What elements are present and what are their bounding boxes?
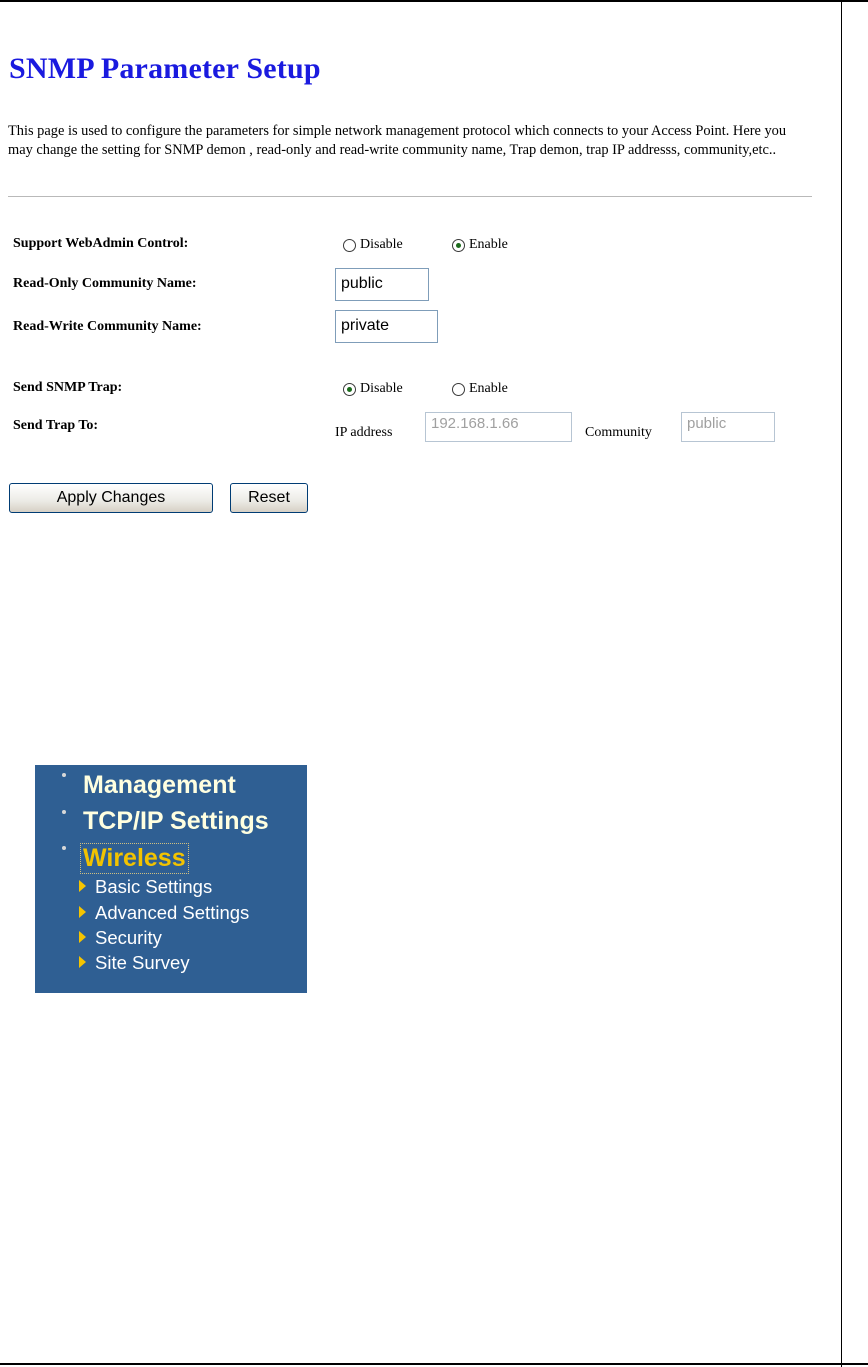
menu-item-wireless[interactable]: Wireless xyxy=(80,843,189,874)
trap-enable-label: Enable xyxy=(469,381,508,396)
bullet-icon xyxy=(62,846,66,850)
nav-menu xyxy=(35,765,307,993)
ro-community-input[interactable]: public xyxy=(335,268,429,301)
webadmin-disable-option[interactable] xyxy=(343,237,403,253)
rw-community-label: Read-Write Community Name: xyxy=(13,319,202,334)
submenu-advanced-settings[interactable]: Advanced Settings xyxy=(95,902,250,923)
trap-disable-label: Disable xyxy=(360,381,403,396)
ro-community-label: Read-Only Community Name: xyxy=(13,276,197,291)
webadmin-disable-label: Disable xyxy=(360,237,403,252)
snmp-trap-label: Send SNMP Trap: xyxy=(13,380,123,395)
community-label: Community xyxy=(585,425,652,440)
trap-disable-radio[interactable] xyxy=(343,383,356,396)
menu-item-management[interactable]: Management xyxy=(83,771,236,799)
right-border xyxy=(841,0,842,1367)
arrow-right-icon xyxy=(79,880,86,892)
arrow-right-icon xyxy=(79,906,86,918)
webadmin-enable-radio[interactable] xyxy=(452,239,465,252)
trap-community-input[interactable]: public xyxy=(681,412,775,442)
webadmin-enable-option[interactable] xyxy=(452,237,508,253)
webadmin-label: Support WebAdmin Control: xyxy=(13,236,189,251)
trap-enable-option[interactable] xyxy=(452,381,508,397)
submenu-basic-settings[interactable]: Basic Settings xyxy=(95,876,213,897)
ip-address-label: IP address xyxy=(335,425,393,440)
trap-disable-option[interactable] xyxy=(343,381,403,397)
webadmin-enable-label: Enable xyxy=(469,237,508,252)
arrow-right-icon xyxy=(79,956,86,968)
apply-changes-button[interactable]: Apply Changes xyxy=(9,483,213,513)
top-border xyxy=(0,0,868,2)
bullet-icon xyxy=(62,810,66,814)
trap-ip-input[interactable]: 192.168.1.66 xyxy=(425,412,572,442)
page-description: This page is used to configure the parameters for simple network management protocol which connects to your Access Point. Here you may change the setting for SNMP demon , read-only and read-write community name, Trap demon, trap IP addresss, community,etc.. xyxy=(8,123,787,158)
arrow-right-icon xyxy=(79,931,86,943)
rw-community-input[interactable]: private xyxy=(335,310,438,343)
divider xyxy=(8,196,812,197)
submenu-site-survey[interactable]: Site Survey xyxy=(95,952,190,973)
bottom-border xyxy=(0,1363,868,1365)
bullet-icon xyxy=(62,773,66,777)
trap-to-label: Send Trap To: xyxy=(13,418,99,433)
page-title: SNMP Parameter Setup xyxy=(9,52,321,85)
reset-button[interactable]: Reset xyxy=(230,483,308,513)
submenu-security[interactable]: Security xyxy=(95,927,162,948)
menu-item-tcpip-settings[interactable]: TCP/IP Settings xyxy=(83,807,269,835)
trap-enable-radio[interactable] xyxy=(452,383,465,396)
webadmin-disable-radio[interactable] xyxy=(343,239,356,252)
